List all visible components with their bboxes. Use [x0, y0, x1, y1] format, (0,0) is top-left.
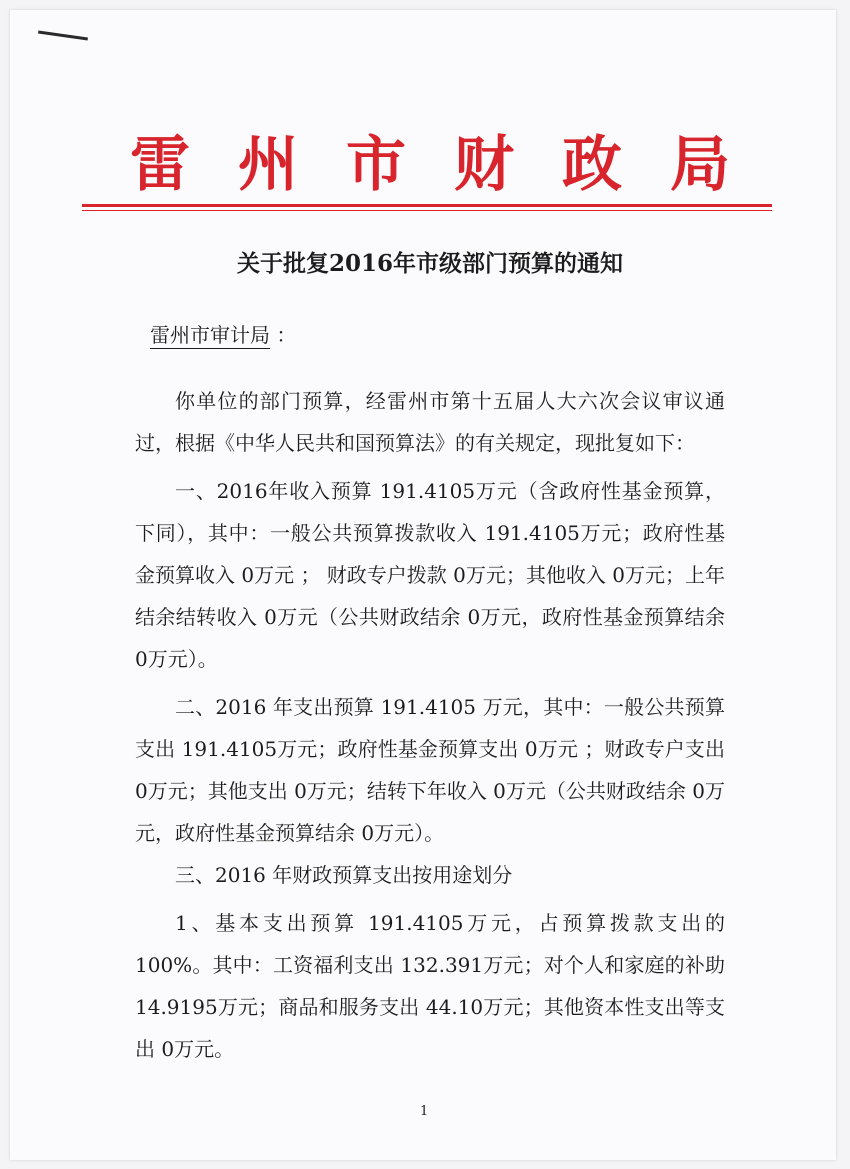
header-red-rule [82, 204, 772, 207]
header-char: 政 [562, 130, 622, 200]
scan-mark [38, 31, 88, 41]
issuing-authority-header [130, 130, 730, 200]
body-paragraph: 1、基本支出预算 191.4105万元，占预算拨款支出的 100%。其中：工资福利支出 132.391万元；对个人和家庭的补助 14.9195万元；商品和服务支出 44.10万元；其他资本性支出等支出 0万元。 [135, 911, 725, 1061]
document-page [10, 10, 836, 1160]
body-paragraph: 二、2016 年支出预算 191.4105 万元，其中：一般公共预算支出 191.4105万元；政府性基金预算支出 0万元 ；财政专户支出 0万元；其他支出 0万元；结转下年收入 0万元（公共财政结余 0万元，政府性基金预算结余 0万元）。 [135, 695, 725, 845]
body-paragraph: 三、2016 年财政预算支出按用途划分 [175, 863, 513, 887]
addressee-line [150, 320, 296, 350]
header-char: 局 [670, 130, 730, 200]
body-paragraph: 一、2016年收入预算 191.4105万元（含政府性基金预算，下同），其中：一般公共预算拨款收入 191.4105万元；政府性基金预算收入 0万元 ； 财政专户拨款 0万元；其他收入 0万元；上年结余结转收入 0万元（公共财政结余 0万元，政府性基金预算结余 0万元）。 [135, 479, 725, 671]
notice-body [135, 380, 725, 1070]
header-char: 雷 [130, 130, 190, 200]
page-number: 1 [420, 1104, 429, 1119]
addressee-suffix: ： [276, 323, 297, 347]
header-red-rule-thin [82, 210, 772, 211]
addressee-name: 雷州市审计局 [150, 323, 270, 347]
header-char: 州 [238, 130, 298, 200]
header-char: 市 [346, 130, 406, 200]
notice-title: 关于批复2016年市级部门预算的通知 [236, 250, 623, 277]
header-char: 财 [454, 130, 514, 200]
body-paragraph: 你单位的部门预算，经雷州市第十五届人大六次会议审议通过，根据《中华人民共和国预算法》的有关规定，现批复如下： [135, 389, 725, 455]
